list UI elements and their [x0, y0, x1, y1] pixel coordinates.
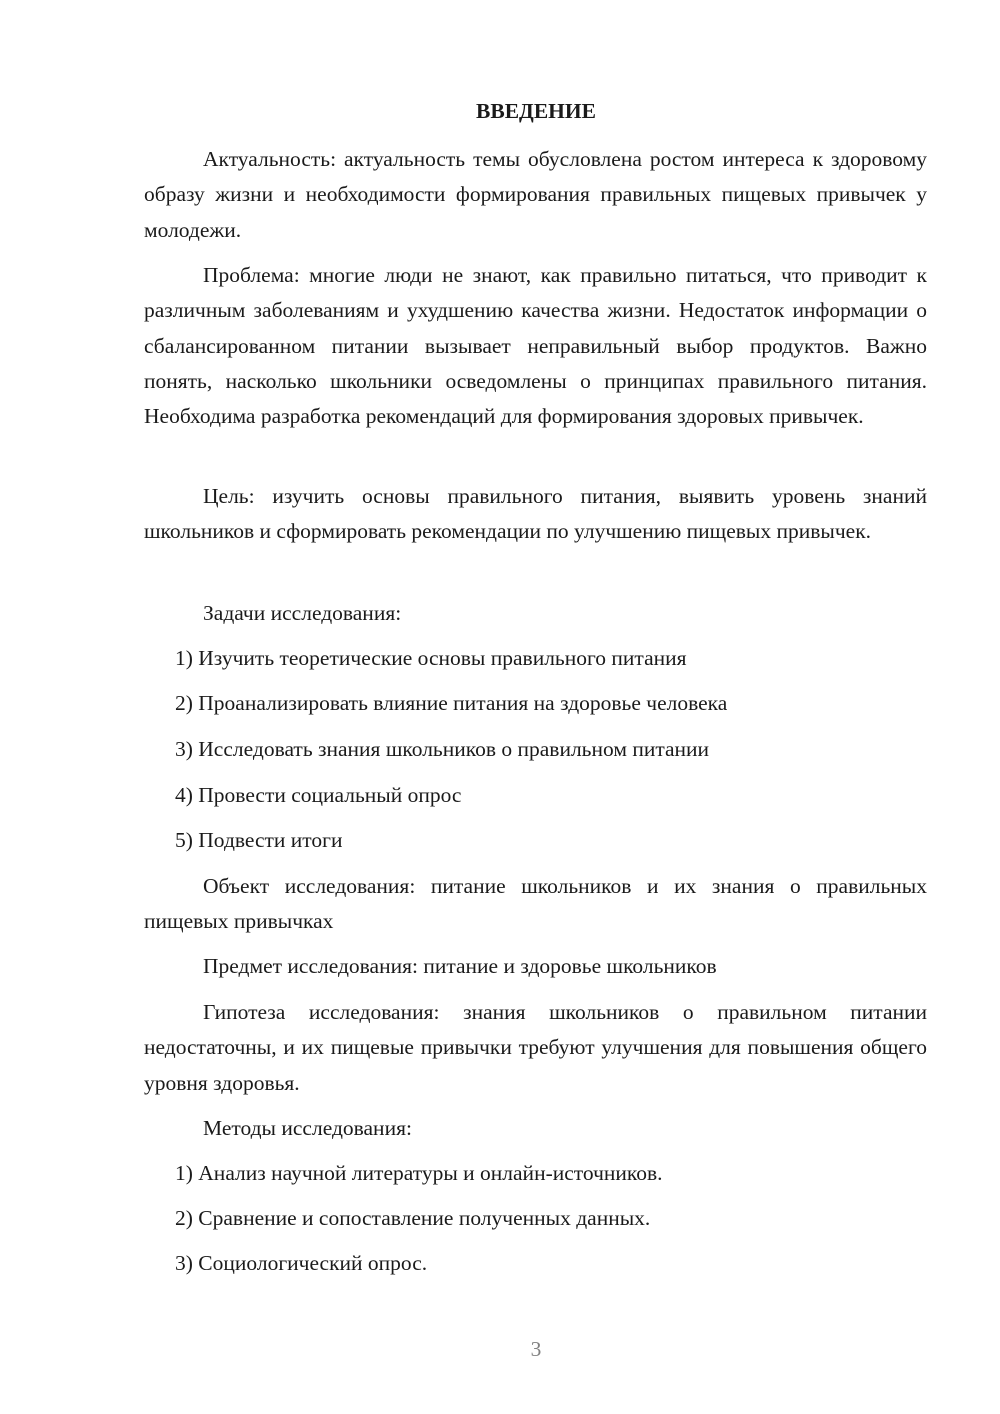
task-item: 5) Подвести итоги [175, 828, 343, 852]
paragraph-actuality: Актуальность: актуальность темы обусловлена ростом интереса к здоровому образу жизни и необходимости формирования правильных пищевых привычек у молодежи. [144, 147, 927, 242]
method-item: 2) Сравнение и сопоставление полученных данных. [175, 1206, 651, 1230]
method-item: 1) Анализ научной литературы и онлайн-источников. [175, 1161, 663, 1185]
page-number: 3 [530, 1337, 542, 1361]
method-item: 3) Социологический опрос. [175, 1251, 428, 1275]
methods-heading: Методы исследования: [203, 1116, 412, 1140]
page-title: ВВЕДЕНИЕ [476, 99, 596, 123]
tasks-heading: Задачи исследования: [203, 601, 402, 625]
task-item: 1) Изучить теоретические основы правильного питания [175, 646, 687, 670]
paragraph-goal: Цель: изучить основы правильного питания, выявить уровень знаний школьников и сформировать рекомендации по улучшению пищевых привычек. [144, 484, 927, 544]
task-item: 4) Провести социальный опрос [175, 783, 462, 807]
paragraph-subject: Предмет исследования: питание и здоровье школьников [203, 954, 717, 978]
task-item: 2) Проанализировать влияние питания на здоровье человека [175, 691, 728, 715]
task-item: 3) Исследовать знания школьников о правильном питании [175, 737, 710, 761]
paragraph-object: Объект исследования: питание школьников и их знания о правильных пищевых привычках [144, 874, 927, 934]
paragraph-hypothesis: Гипотеза исследования: знания школьников о правильном питании недостаточны, и их пищевые привычки требуют улучшения для повышения общего уровня здоровья. [144, 1000, 927, 1095]
paragraph-problem: Проблема: многие люди не знают, как правильно питаться, что приводит к различным заболеваниям и ухудшению качества жизни. Недостаток информации о сбалансированном питании вызывает неправильный выбор продуктов. Важно понять, насколько школьники осведомлены о принципах правильного питания. Необходима разработка рекомендаций для формирования здоровых привычек. [144, 263, 927, 429]
